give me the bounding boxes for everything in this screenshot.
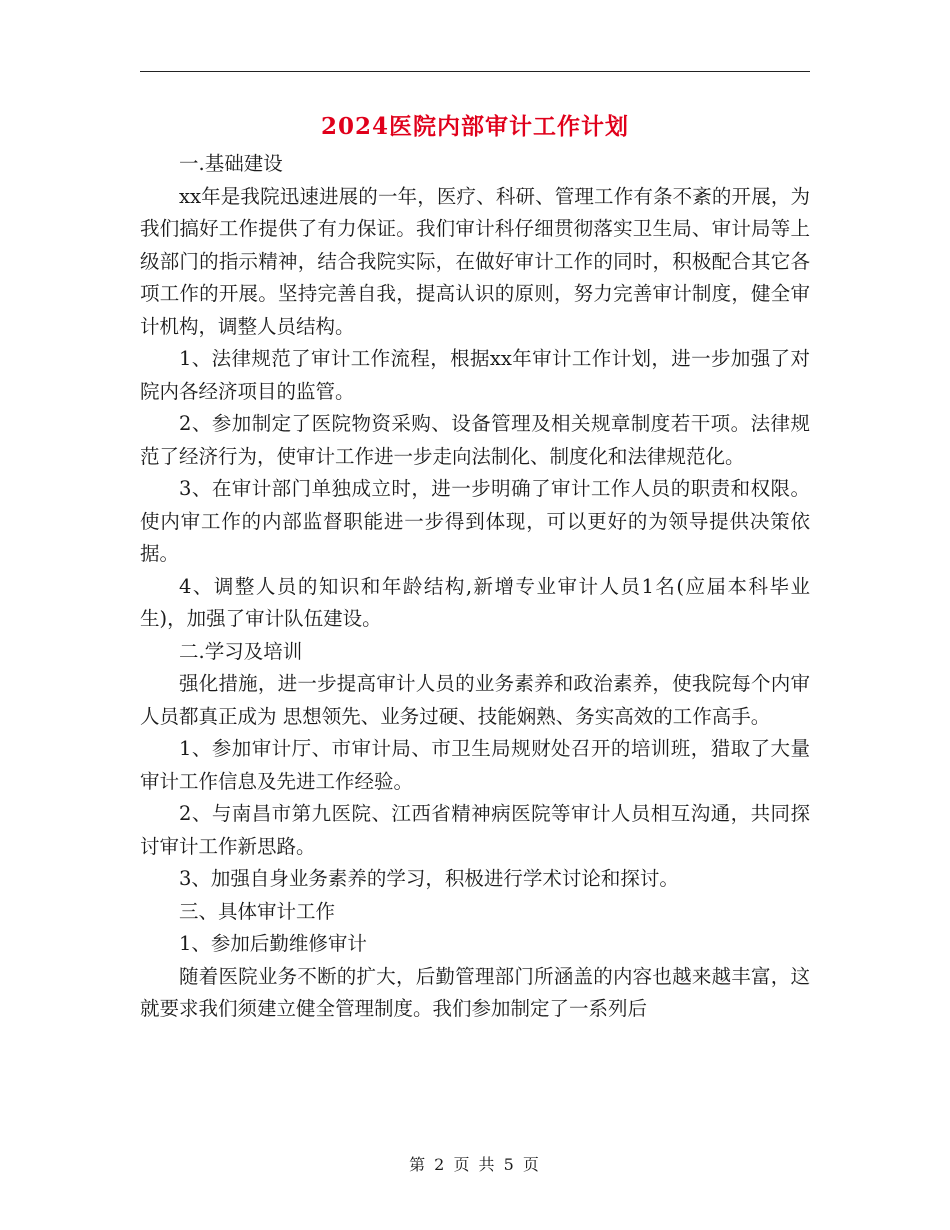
paragraph: 随着医院业务不断的扩大，后勤管理部门所涵盖的内容也越来越丰富，这就要求我们须建立健全管理制度。我们参加制定了一系列后 [140, 964, 810, 1020]
header-rule [140, 71, 810, 72]
paragraph: 3、在审计部门单独成立时，进一步明确了审计工作人员的职责和权限。使内审工作的内部监督职能进一步得到体现，可以更好的为领导提供决策依据。 [140, 477, 810, 565]
section-heading-3: 三、具体审计工作 [179, 899, 336, 923]
paragraph: 2、参加制定了医院物资采购、设备管理及相关规章制度若干项。法律规范了经济行为，使审计工作进一步走向法制化、制度化和法律规范化。 [140, 412, 810, 468]
paragraph: 1、法律规范了审计工作流程，根据xx年审计工作计划，进一步加强了对院内各经济项目的监管。 [140, 347, 810, 403]
subheading: 1、参加后勤维修审计 [179, 932, 367, 955]
section-heading-1: 一.基础建设 [179, 152, 283, 175]
paragraph: 3、加强自身业务素养的学习，积极进行学术讨论和探讨。 [179, 867, 679, 890]
paragraph: xx年是我院迅速进展的一年，医疗、科研、管理工作有条不紊的开展，为我们搞好工作提供了有力保证。我们审计科仔细贯彻落实卫生局、审计局等上级部门的指示精神，结合我院实际，在做好审计工作的同时，积极配合其它各项工作的开展。坚持完善自我，提高认识的原则，努力完善审计制度，健全审计机构，调整人员结构。 [140, 184, 810, 338]
document-title: 2024医院内部审计工作计划 [320, 113, 629, 140]
paragraph: 1、参加审计厅、市审计局、市卫生局规财处召开的培训班，猎取了大量审计工作信息及先进工作经验。 [140, 737, 810, 793]
paragraph: 4、调整人员的知识和年龄结构,新增专业审计人员1名(应届本科毕业生)，加强了审计队伍建设。 [140, 574, 810, 630]
page-number: 第 2 页 共 5 页 [409, 1155, 541, 1174]
paragraph: 强化措施，进一步提高审计人员的业务素养和政治素养，使我院每个内审人员都真正成为 思想领先、业务过硬、技能娴熟、务实高效的工作高手。 [140, 672, 810, 728]
document-body [140, 148, 810, 1026]
section-heading-2: 二.学习及培训 [179, 639, 303, 663]
paragraph: 2、与南昌市第九医院、江西省精神病医院等审计人员相互沟通，共同探讨审计工作新思路。 [140, 802, 810, 858]
